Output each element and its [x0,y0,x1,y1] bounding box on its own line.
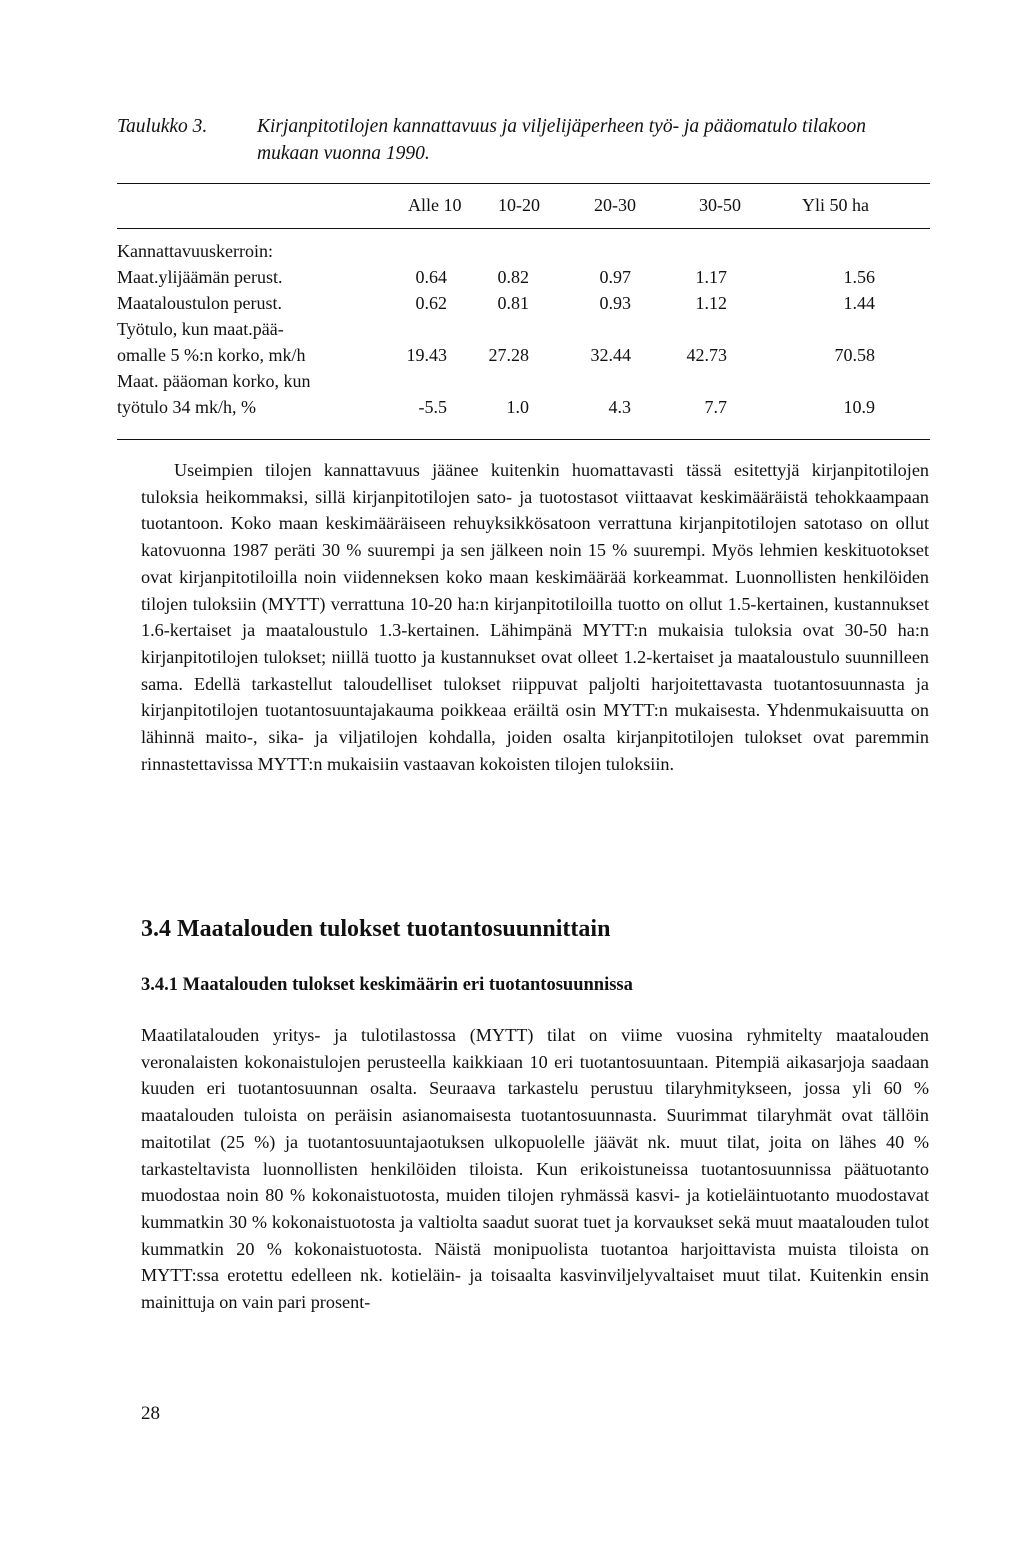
body-paragraph-1: Useimpien tilojen kannattavuus jäänee kuitenkin huomattavasti tässä esitettyjä kirjanpitotilojen tuloksia heikommaksi, sillä kirjanpitotilojen sato- ja tuotostasot viittaavat keskimääräistä tehokkaampaan tuotantoon. Koko maan keskimääräiseen rehuyksikkösatoon verrattuna kirjanpitotilojen satotaso on ollut katovuonna 1987 peräti 30 % suurempi ja sen jälkeen noin 15 % suurempi. Myös lehmien keskituotokset ovat kirjanpitotiloilla noin viidenneksen koko maan keskimäärää korkeammat. Luonnollisten henkilöiden tilojen tuloksiin (MYTT) verrattuna 10-20 ha:n kirjanpitotiloilla tuotto on ollut 1.5-kertainen, kustannukset 1.6-kertaiset ja maataloustulo 1.3-kertainen. Lähimpänä MYTT:n mukaisia tuloksia ovat 30-50 ha:n kirjanpitotilojen tulokset; niillä tuotto ja kustannukset ovat olleet 1.2-kertaiset ja maataloustulo suunnilleen sama. Edellä tarkastellut taloudelliset tulokset riippuvat paljolti harjoitettavasta tuotantosuunnasta ja kirjanpitotilojen tuotantosuuntajakauma poikkeaa eräiltä osin MYTT:n mukaisesta. Yhdenmukaisuutta on lähinnä maito-, sika- ja viljatilojen kohdalla, joiden osalta kirjanpitotilojen tulokset ovat paremmin rinnastettavissa MYTT:n mukaisiin vastaavan kokoisten tilojen tuloksiin. [141,460,929,774]
table-cell: 4.3 [608,397,631,417]
table-cell: 1.56 [843,267,875,287]
table-cell: 1.17 [695,267,727,287]
body-paragraph-2: Maatilatalouden yritys- ja tulotilastossa (MYTT) tilat on viime vuosina ryhmitelty maatalouden veronalaisten kokonaistulojen perusteella kaikkiaan 10 eri tuotantosuuntaan. Pitempiä aikasarjoja saadaan kuuden eri tuotantosuunnan osalta. Seuraava tarkastelu perustuu tilaryhmitykseen, jossa yli 60 % maatalouden tuloista on peräisin asianomaisesta tuotantosuunnasta. Suurimmat tilaryhmät ovat tällöin maitotilat (25 %) ja tuotantosuuntajaotuksen ulkopuolelle jäävät nk. muut tilat, joita on lähes 40 % tarkasteltavista luonnollisten henkilöiden tiloista. Kun erikoistuneissa tuotantosuunnissa päätuotanto muodostaa noin 80 % kokonaistuotosta, muiden tilojen ryhmässä kasvi- ja kotieläintuotanto muodostavat kummatkin 30 % kokonaistuotosta ja valtiolta saadut suorat tuet ja korvaukset sekä muut maatalouden tulot kummatkin 20 % kokonaistuotosta. Näistä monipuolista tuotantoa harjoittavista muista tiloista on MYTT:ssa erotettu edelleen nk. kotieläin- ja toisaalta kasvinviljelyvaltaiset muut tilat. Kuitenkin ensin mainittuja on vain pari prosent- [141,1025,929,1313]
caption-text-line1: Kirjanpitotilojen kannattavuus ja viljelijäperheen työ- ja pääomatulo tilakoon [257,116,866,137]
column-header: 10-20 [498,195,540,215]
table-cell: 0.81 [497,293,529,313]
row-label: Työtulo, kun maat.pää- [117,319,284,339]
column-header: Yli 50 ha [802,195,869,215]
table-header-rule [117,228,930,229]
table-bottom-rule [117,439,930,440]
table-cell: 1.44 [843,293,875,313]
data-table [117,180,930,442]
page-number: 28 [141,1403,160,1424]
table-top-rule [117,183,930,184]
table-cell: 27.28 [488,345,529,365]
row-label: työtulo 34 mk/h, % [117,397,256,417]
table-cell: 0.93 [599,293,631,313]
table-cell: 1.0 [506,397,529,417]
column-header: 30-50 [699,195,741,215]
column-header: 20-30 [594,195,636,215]
subsection-heading: 3.4.1 Maatalouden tulokset keskimäärin eri tuotantosuunnissa [141,975,633,995]
caption-label: Taulukko 3. [117,116,208,137]
table-cell: 70.58 [834,345,875,365]
table-cell: 0.62 [415,293,447,313]
caption-text-line2: mukaan vuonna 1990. [257,143,430,164]
table-cell: 7.7 [704,397,727,417]
table-cell: 32.44 [590,345,631,365]
table-cell: 0.64 [415,267,447,287]
table-cell: 10.9 [843,397,875,417]
section-label: Kannattavuuskerroin: [117,241,273,261]
table-cell: 1.12 [695,293,727,313]
table-cell: 19.43 [406,345,447,365]
row-label: Maataloustulon perust. [117,293,282,313]
table-cell: 0.82 [497,267,529,287]
row-label: Maat.ylijäämän perust. [117,267,283,287]
section-heading: 3.4 Maatalouden tulokset tuotantosuunnittain [141,916,611,942]
row-label: omalle 5 %:n korko, mk/h [117,345,306,365]
table-caption [117,113,937,167]
table-cell: 42.73 [686,345,727,365]
row-label: Maat. pääoman korko, kun [117,371,311,391]
table-cell: 0.97 [599,267,631,287]
column-header: Alle 10 [408,195,462,215]
table-cell: -5.5 [418,397,447,417]
